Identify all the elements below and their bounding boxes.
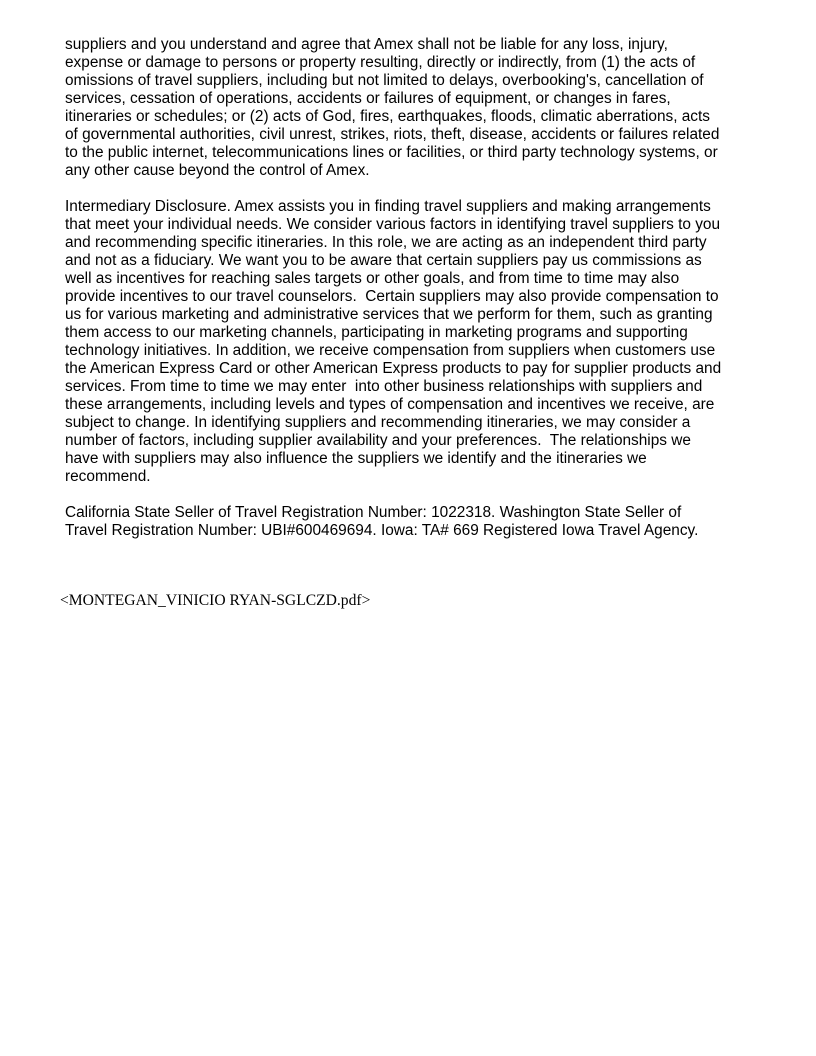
text-line: technology initiatives. In addition, we receive compensation from suppliers when customers use <box>65 342 716 359</box>
registration-paragraph <box>65 504 757 540</box>
text-line: Travel Registration Number: UBI#600469694. Iowa: TA# 669 Registered Iowa Travel Agency. <box>65 522 699 539</box>
text-line: Intermediary Disclosure. Amex assists you in finding travel suppliers and making arrangements <box>65 198 711 215</box>
text-line: us for various marketing and administrative services that we perform for them, such as granting <box>65 306 713 323</box>
text-line: itineraries or schedules; or (2) acts of God, fires, earthquakes, floods, climatic aberrations, acts <box>65 108 710 125</box>
text-line: number of factors, including supplier availability and your preferences. The relationships we <box>65 432 691 449</box>
text-line: and not as a fiduciary. We want you to be aware that certain suppliers pay us commissions as <box>65 252 702 269</box>
text-line: them access to our marketing channels, participating in marketing programs and supporting <box>65 324 688 341</box>
text-line: any other cause beyond the control of Amex. <box>65 162 370 179</box>
text-line: to the public internet, telecommunications lines or facilities, or third party technology systems, or <box>65 144 718 161</box>
document-body <box>65 36 757 558</box>
text-line: omissions of travel suppliers, including but not limited to delays, overbooking's, cancellation of <box>65 72 704 89</box>
text-line: and recommending specific itineraries. In this role, we are acting as an independent third party <box>65 234 707 251</box>
text-line: expense or damage to persons or property resulting, directly or indirectly, from (1) the acts of <box>65 54 696 71</box>
text-line: provide incentives to our travel counselors. Certain suppliers may also provide compensation to <box>65 288 719 305</box>
text-line: services, cessation of operations, accidents or failures of equipment, or changes in fares, <box>65 90 671 107</box>
intermediary-disclosure-paragraph <box>65 198 757 486</box>
text-line: California State Seller of Travel Registration Number: 1022318. Washington State Seller of <box>65 504 682 521</box>
text-line: well as incentives for reaching sales targets or other goals, and from time to time may also <box>65 270 680 287</box>
text-line: suppliers and you understand and agree that Amex shall not be liable for any loss, injury, <box>65 36 668 53</box>
text-line: that meet your individual needs. We consider various factors in identifying travel suppliers to you <box>65 216 721 233</box>
attachment-link[interactable]: <MONTEGAN_VINICIO RYAN-SGLCZD.pdf> <box>60 592 371 609</box>
liability-paragraph <box>65 36 757 180</box>
text-line: the American Express Card or other American Express products to pay for supplier products and <box>65 360 722 377</box>
text-line: of governmental authorities, civil unrest, strikes, riots, theft, disease, accidents or failures related <box>65 126 720 143</box>
text-line: these arrangements, including levels and types of compensation and incentives we receive, are <box>65 396 715 413</box>
text-line: services. From time to time we may enter into other business relationships with suppliers and <box>65 378 703 395</box>
text-line: subject to change. In identifying suppliers and recommending itineraries, we may consider a <box>65 414 691 431</box>
text-line: have with suppliers may also influence the suppliers we identify and the itineraries we <box>65 450 647 467</box>
text-line: recommend. <box>65 468 151 485</box>
